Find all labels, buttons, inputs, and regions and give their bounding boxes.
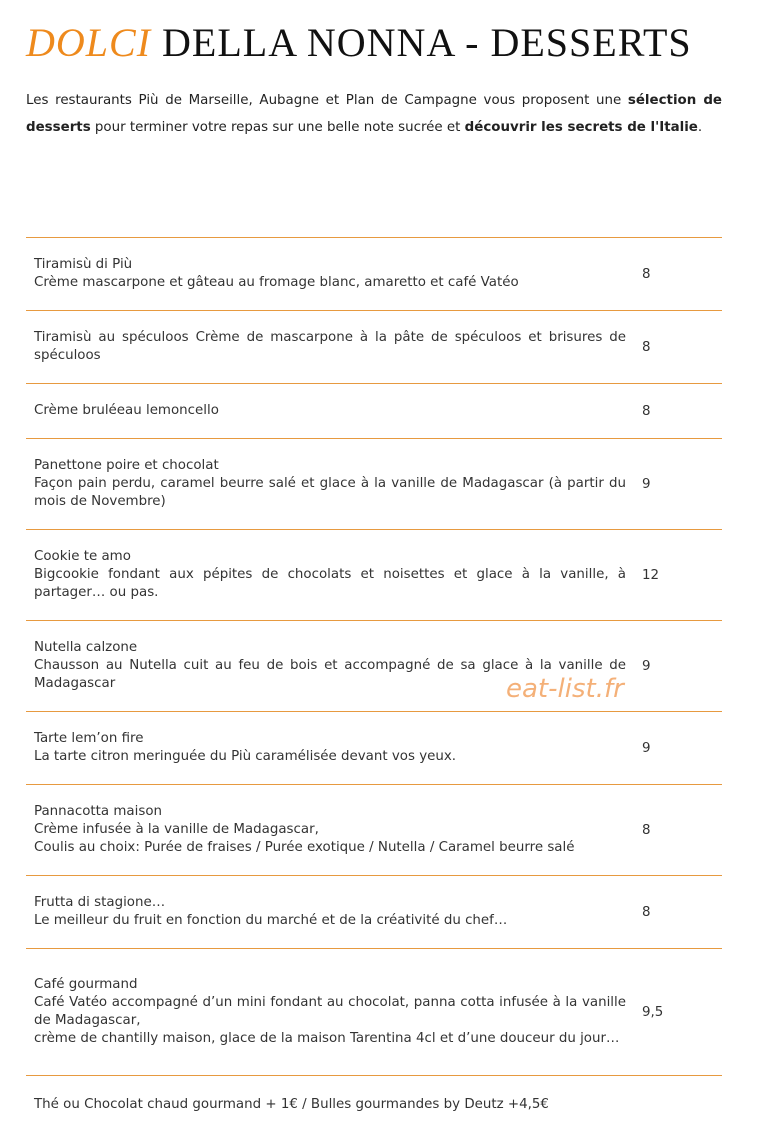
item-description: [26, 402, 626, 420]
intro-text-3: .: [697, 120, 703, 135]
menu-row: [26, 438, 722, 529]
item-price: 8: [642, 266, 651, 282]
intro-paragraph: [26, 87, 722, 141]
item-name: Café gourmand: [34, 977, 138, 992]
watermark-logo: eat-list.fr: [506, 674, 624, 704]
item-detail: Café Vatéo accompagné d’un mini fondant au chocolat, panna cotta infusée à la vanille de Madagascar,: [34, 995, 626, 1028]
item-price: 8: [642, 339, 651, 355]
menu-row: [26, 383, 722, 438]
item-description: [26, 548, 626, 602]
item-price: 8: [642, 822, 651, 838]
item-name: Frutta di stagione…: [34, 895, 166, 910]
item-description: [26, 457, 626, 511]
item-description: [26, 730, 626, 766]
menu-footer-note: Thé ou Chocolat chaud gourmand + 1€ / Bulles gourmandes by Deutz +4,5€: [26, 1075, 722, 1132]
intro-bold-1: sélection de desserts: [26, 93, 722, 135]
item-price: 12: [642, 567, 660, 583]
item-price: 9: [642, 740, 651, 756]
menu-row: [26, 310, 722, 383]
item-detail: Crème infusée à la vanille de Madagascar,: [34, 822, 319, 837]
item-description: [26, 256, 626, 292]
menu-row: [26, 875, 722, 948]
item-name: Panettone poire et chocolat: [34, 458, 219, 473]
item-price: 9: [642, 476, 651, 492]
item-detail: Bigcookie fondant aux pépites de chocolats et noisettes et glace à la vanille, à partager… ou pas.: [34, 567, 626, 600]
item-name: Cookie te amo: [34, 549, 131, 564]
item-detail: Crème mascarpone et gâteau au fromage blanc, amaretto et café Vatéo: [34, 275, 519, 290]
title-accent: DOLCI: [26, 20, 152, 65]
item-detail: crème de chantilly maison, glace de la maison Tarentina 4cl et d’une douceur du jour…: [34, 1031, 620, 1046]
item-price: 9,5: [642, 1004, 664, 1020]
item-price: 8: [642, 904, 651, 920]
item-description: [26, 803, 626, 857]
intro-text-1: Les restaurants Più de Marseille, Aubagne et Plan de Campagne vous proposent une: [26, 93, 628, 108]
item-name: Tiramisù au spéculoos Crème de mascarpone à la pâte de spéculoos et brisures de spéculoos: [34, 330, 626, 363]
page-title: [26, 20, 692, 66]
item-detail: Le meilleur du fruit en fonction du marché et de la créativité du chef…: [34, 913, 508, 928]
item-description: [26, 894, 626, 930]
menu-row: [26, 237, 722, 310]
item-detail: Façon pain perdu, caramel beurre salé et glace à la vanille de Madagascar (à partir du mois de Novembre): [34, 476, 626, 509]
item-name: Nutella calzone: [34, 640, 138, 655]
menu-row: [26, 711, 722, 784]
item-price: 9: [642, 658, 651, 674]
intro-bold-2: découvrir les secrets de l'Italie: [464, 120, 698, 135]
menu-row: [26, 529, 722, 620]
item-detail: Chausson au Nutella cuit au feu de bois et accompagné de sa glace à la vanille de Madagascar: [34, 658, 626, 691]
item-description: [26, 976, 626, 1048]
intro-text-2: pour terminer votre repas sur une belle note sucrée et: [90, 120, 465, 135]
item-price: 8: [642, 403, 651, 419]
menu-row: [26, 784, 722, 875]
item-name: Tiramisù di Più: [34, 257, 133, 272]
item-description: [26, 329, 626, 365]
item-name: Tarte lem’on fire: [34, 731, 144, 746]
item-name: Crème bruléeau lemoncello: [34, 403, 219, 418]
item-name: Pannacotta maison: [34, 804, 163, 819]
item-detail: Coulis au choix: Purée de fraises / Purée exotique / Nutella / Caramel beurre salé: [34, 840, 575, 855]
menu-row: [26, 948, 722, 1075]
title-rest: DELLA NONNA - DESSERTS: [151, 20, 692, 65]
item-detail: La tarte citron meringuée du Più caramélisée devant vos yeux.: [34, 749, 457, 764]
